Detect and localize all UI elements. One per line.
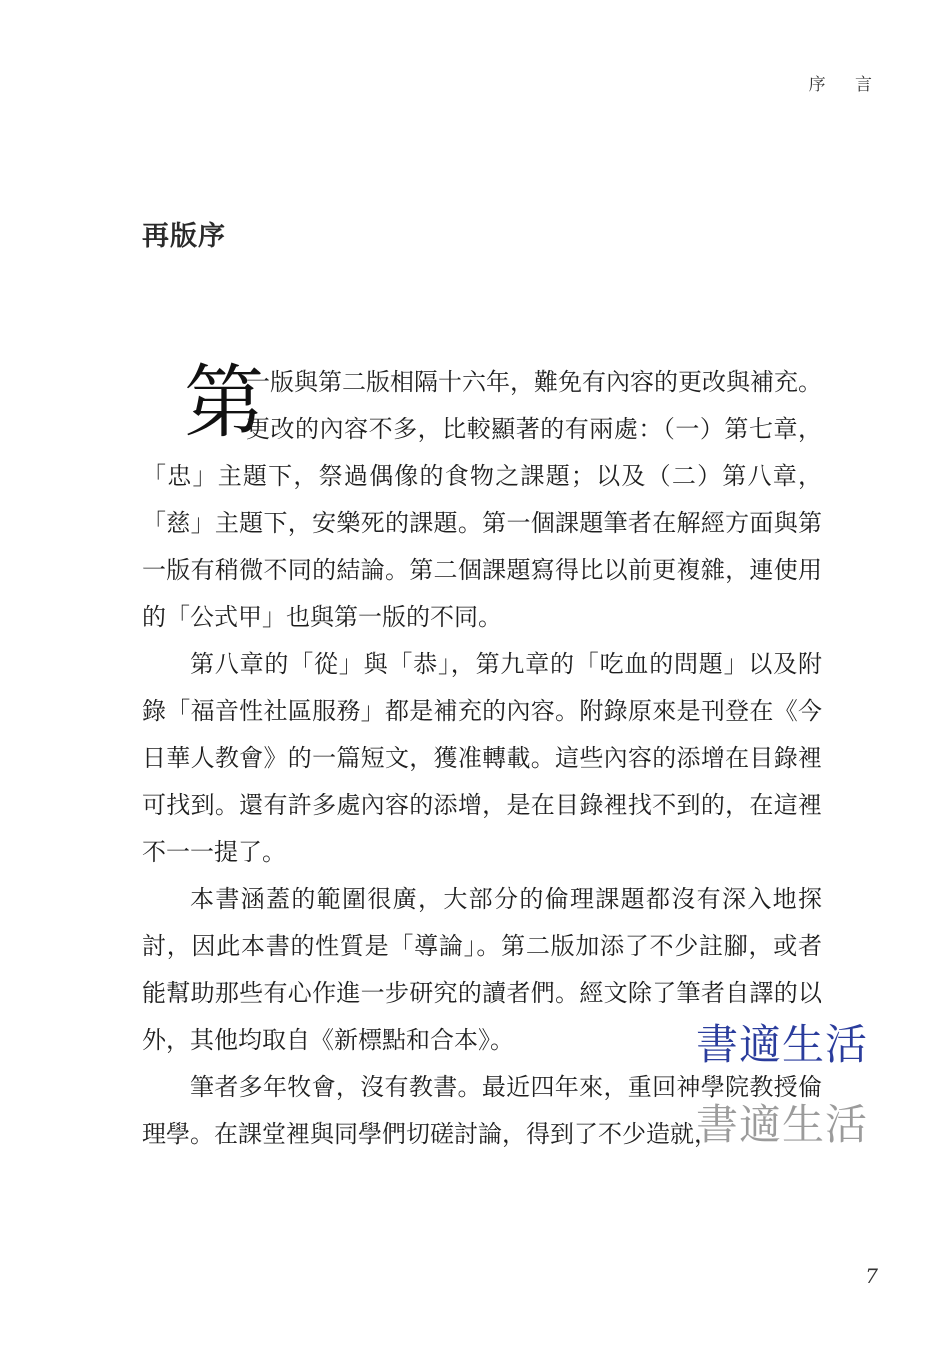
page-number: 7: [865, 1264, 878, 1288]
paragraph-2: 第八章的「從」與「恭」，第九章的「吃血的問題」以及附錄「福音性社區服務」都是補充的內容。附錄原來是刊登在《今日華人教會》的一篇短文，獲准轉載。這些內容的添增在目錄裡可找到。還有許多處內容的添增，是在目錄裡找不到的，在這裡不一一提了。: [142, 650, 822, 866]
paragraph-4: 筆者多年牧會，沒有教書。最近四年來，重回神學院教授倫理學。在課堂裡與同學們切磋討論，得到了不少造就，: [142, 1073, 822, 1148]
paragraph-1: [142, 356, 822, 641]
watermark-gray: 書適生活: [695, 1100, 868, 1149]
watermark-blue: 書適生活: [695, 1020, 868, 1069]
drop-cap: 第: [184, 356, 264, 449]
running-head: 序 言: [808, 75, 884, 95]
chapter-title: 再版序: [142, 221, 226, 252]
paragraph-3: 本書涵蓋的範圍很廣，大部分的倫理課題都沒有深入地探討，因此本書的性質是「導論」。第二版加添了不少註腳，或者能幫助那些有心作進一步研究的讀者們。經文除了筆者自譯的以外，其他均取自《新標點和合本》。: [142, 885, 822, 1054]
paragraph-1-text: 一版與第二版相隔十六年，難免有內容的更改與補充。更改的內容不多，比較顯著的有兩處：（一）第七章，「忠」主題下，祭過偶像的食物之課題；以及（二）第八章，「慈」主題下，安樂死的課題。第一個課題筆者在解經方面與第一版有稍微不同的結論。第二個課題寫得比以前更複雜，連使用的「公式甲」也與第一版的不同。: [142, 368, 822, 631]
